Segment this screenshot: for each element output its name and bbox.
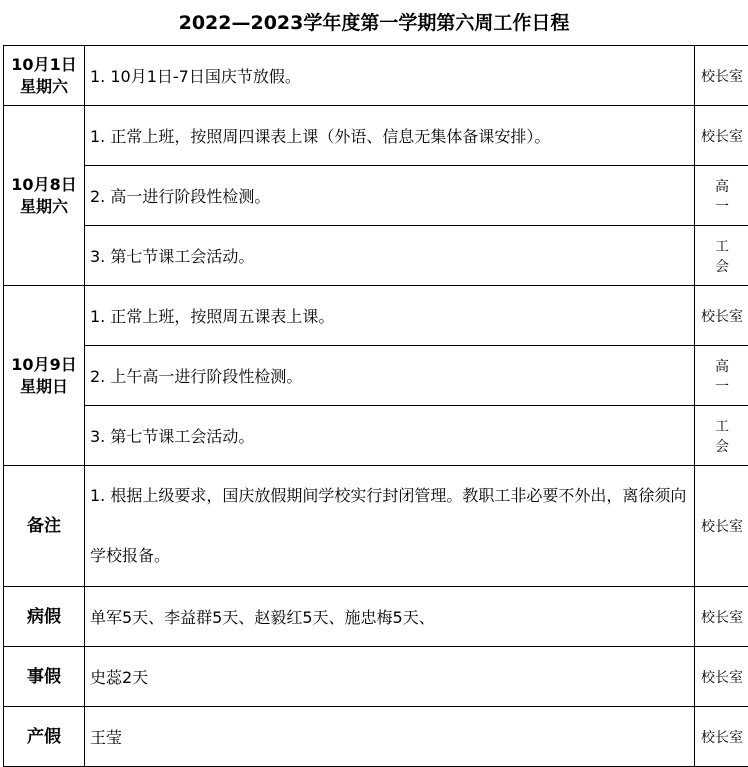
task-text: 2. 高一进行阶段性检测。 xyxy=(85,166,695,226)
task-text: 2. 上午高一进行阶段性检测。 xyxy=(85,346,695,406)
task-text: 1. 正常上班，按照周五课表上课。 xyxy=(85,286,695,346)
responsible-dept: 高一 xyxy=(695,166,748,226)
schedule-table xyxy=(3,45,748,767)
notes-text: 1. 根据上级要求，国庆放假期间学校实行封闭管理。教职工非必要不外出，离徐须向学校报备。 xyxy=(85,466,695,587)
responsible-dept: 工会 xyxy=(695,226,748,286)
date-label: 10月9日 xyxy=(4,354,84,376)
responsible-dept: 校长室 xyxy=(695,647,748,707)
responsible-dept: 校长室 xyxy=(695,286,748,346)
table-row xyxy=(4,406,748,466)
table-row xyxy=(4,466,748,587)
date-cell xyxy=(4,46,85,106)
responsible-dept: 校长室 xyxy=(695,466,748,587)
table-row xyxy=(4,346,748,406)
task-text: 1. 正常上班，按照周四课表上课（外语、信息无集体备课安排）。 xyxy=(85,106,695,166)
sick-leave-text: 单军5天、李益群5天、赵毅红5天、施忠梅5天、 xyxy=(85,587,695,647)
table-row xyxy=(4,46,748,106)
responsible-dept: 校长室 xyxy=(695,587,748,647)
sick-leave-label: 病假 xyxy=(4,587,85,647)
date-cell xyxy=(4,106,85,286)
weekday-label: 星期日 xyxy=(4,376,84,398)
weekday-label: 星期六 xyxy=(4,76,84,98)
responsible-dept: 校长室 xyxy=(695,46,748,106)
maternity-leave-text: 王莹 xyxy=(85,707,695,767)
table-row xyxy=(4,647,748,707)
personal-leave-text: 史蕊2天 xyxy=(85,647,695,707)
table-row xyxy=(4,226,748,286)
date-cell xyxy=(4,286,85,466)
table-row xyxy=(4,106,748,166)
task-text: 3. 第七节课工会活动。 xyxy=(85,406,695,466)
schedule-title: 2022—2023学年度第一学期第六周工作日程 xyxy=(0,0,748,46)
task-text: 3. 第七节课工会活动。 xyxy=(85,226,695,286)
weekday-label: 星期六 xyxy=(4,196,84,218)
date-label: 10月8日 xyxy=(4,174,84,196)
table-row xyxy=(4,166,748,226)
table-row xyxy=(4,286,748,346)
responsible-dept: 高一 xyxy=(695,346,748,406)
task-text: 1. 10月1日-7日国庆节放假。 xyxy=(85,46,695,106)
maternity-leave-label: 产假 xyxy=(4,707,85,767)
table-row xyxy=(4,587,748,647)
personal-leave-label: 事假 xyxy=(4,647,85,707)
notes-label: 备注 xyxy=(4,466,85,587)
responsible-dept: 校长室 xyxy=(695,707,748,767)
responsible-dept: 校长室 xyxy=(695,106,748,166)
table-row xyxy=(4,707,748,767)
responsible-dept: 工会 xyxy=(695,406,748,466)
date-label: 10月1日 xyxy=(4,54,84,76)
